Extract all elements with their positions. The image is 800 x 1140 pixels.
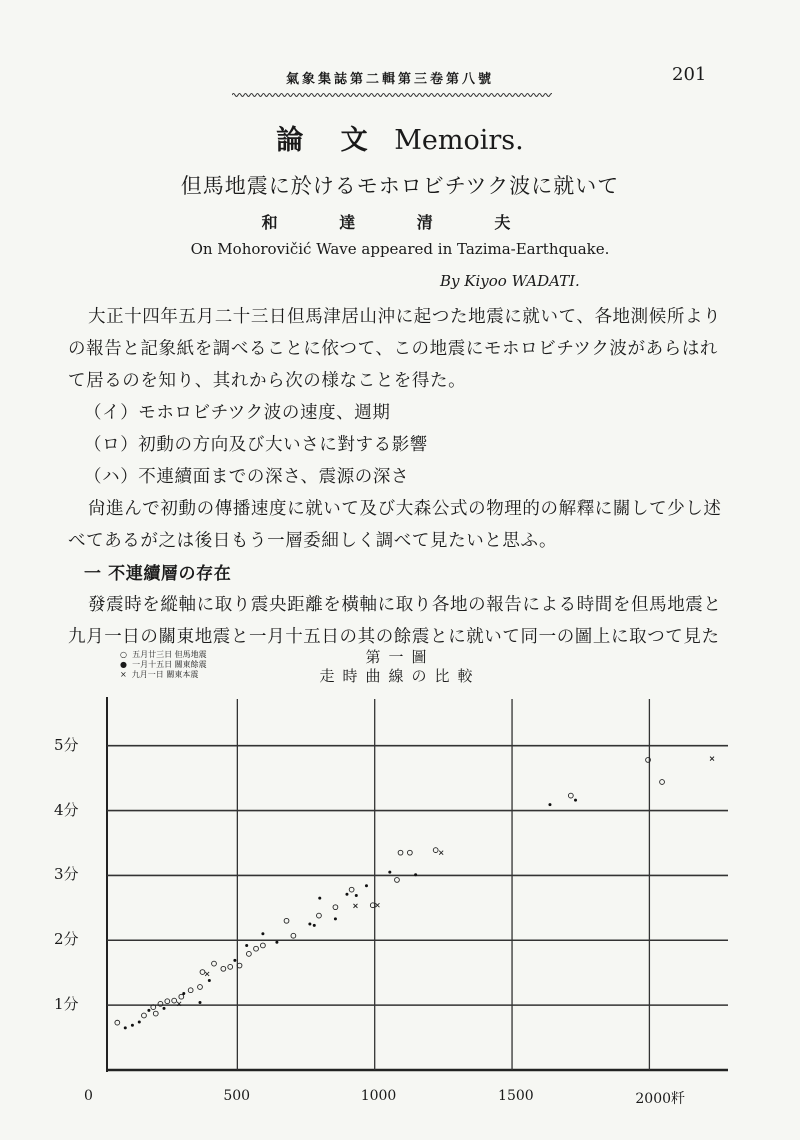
body-line: べてあるが之は後日もう一層委細しく調べて見たいと思ふ。: [68, 531, 558, 551]
data-point-open-circle: [260, 943, 265, 948]
data-point-filled-dot: [245, 944, 248, 947]
data-point-open-circle: [142, 1013, 147, 1018]
data-point-filled-dot: [124, 1026, 127, 1029]
data-point-filled-dot: [147, 1009, 150, 1012]
section-title-jp: 論 文: [276, 125, 382, 156]
data-point-filled-dot: [275, 941, 278, 944]
data-point-filled-dot: [198, 1001, 201, 1004]
data-point-open-circle: [212, 961, 217, 966]
data-point-filled-dot: [261, 932, 264, 935]
data-point-open-circle: [198, 985, 203, 990]
section-heading: 一 不連續層の存在: [84, 564, 232, 584]
x-tick-label: 2000粁: [635, 1091, 686, 1107]
data-point-filled-dot: [548, 803, 551, 806]
x-tick-label: 0: [84, 1088, 93, 1104]
data-point-cross: [205, 972, 209, 976]
x-tick-label: 1000: [360, 1088, 397, 1104]
body-line: の報告と記象紙を調べることに依つて、この地震にモホロビチツク波があらはれ: [68, 339, 719, 359]
data-point-open-circle: [398, 850, 403, 855]
data-point-filled-dot: [574, 799, 577, 802]
author-byline: By Kiyoo WADATI.: [440, 272, 580, 290]
data-point-filled-dot: [308, 923, 311, 926]
data-point-cross: [353, 904, 357, 908]
data-point-cross: [375, 903, 379, 907]
body-line: （ハ）不連續面までの深さ、震源の深さ: [84, 467, 410, 487]
y-tick-label: 1分: [54, 995, 79, 1014]
section-title-en: Memoirs.: [394, 125, 524, 156]
data-point-open-circle: [433, 848, 438, 853]
data-point-filled-dot: [334, 917, 337, 920]
data-point-filled-dot: [388, 871, 391, 874]
legend-item: ● 一月十五日 關東餘震: [120, 660, 207, 669]
author-name-jp: 和 達 清 夫: [261, 213, 539, 232]
y-tick-label: 5分: [54, 735, 79, 754]
data-point-open-circle: [200, 970, 205, 975]
data-point-filled-dot: [233, 959, 236, 962]
body-line: 發震時を縱軸に取り震央距離を橫軸に取り各地の報告による時間を但馬地震と: [88, 595, 722, 615]
body-line: 大正十四年五月二十三日但馬津居山沖に起つた地震に就いて、各地測候所より: [88, 307, 722, 327]
data-point-filled-dot: [163, 1007, 166, 1010]
data-point-filled-dot: [313, 924, 316, 927]
figure-caption: 走時曲線の比較: [319, 667, 481, 685]
y-tick-label: 3分: [54, 865, 79, 884]
data-point-filled-dot: [138, 1020, 141, 1023]
data-point-open-circle: [568, 793, 573, 798]
data-point-open-circle: [395, 878, 400, 883]
running-title: 氣象集誌第二輯第三卷第八號: [285, 72, 494, 87]
data-point-open-circle: [172, 998, 177, 1003]
body-line: 九月一日の關東地震と一月十五日の其の餘震とに就いて同一の圖上に取つて見た: [68, 627, 720, 647]
x-tick-label: 500: [223, 1088, 251, 1104]
data-point-open-circle: [284, 918, 289, 923]
x-tick-label: 1500: [498, 1088, 534, 1104]
data-point-cross: [439, 851, 443, 855]
data-point-cross: [710, 757, 714, 761]
figure-number: 第一圖: [365, 648, 435, 666]
y-tick-label: 2分: [54, 930, 79, 949]
body-line: て居るのを知り、其れから次の様なことを得た。: [68, 371, 467, 391]
data-point-open-circle: [333, 905, 338, 910]
page-number: 201: [672, 64, 707, 85]
data-point-open-circle: [221, 966, 226, 971]
data-point-open-circle: [254, 946, 259, 951]
data-point-open-circle: [407, 850, 412, 855]
data-point-filled-dot: [345, 893, 348, 896]
data-point-filled-dot: [365, 884, 368, 887]
data-point-open-circle: [246, 951, 251, 956]
data-point-open-circle: [165, 999, 170, 1004]
legend-item: × 九月一日 關東本震: [120, 670, 199, 679]
data-point-open-circle: [153, 1011, 158, 1016]
body-line: 尙進んで初動の傳播速度に就いて及び大森公式の物理的の解釋に關して少し述: [88, 499, 722, 519]
data-point-filled-dot: [208, 979, 211, 982]
paper-title-en: On Mohorovičić Wave appeared in Tazima-Earthquake.: [190, 240, 610, 258]
body-line: （イ）モホロビチツク波の速度、週期: [84, 403, 391, 423]
data-point-open-circle: [349, 887, 354, 892]
data-point-open-circle: [115, 1020, 120, 1025]
data-point-open-circle: [188, 988, 193, 993]
legend-item: ○ 五月廿三日 但馬地震: [120, 650, 207, 659]
data-point-filled-dot: [318, 897, 321, 900]
data-point-filled-dot: [182, 992, 185, 995]
data-point-open-circle: [291, 933, 296, 938]
data-point-open-circle: [179, 994, 184, 999]
data-point-filled-dot: [131, 1024, 134, 1027]
data-point-open-circle: [660, 780, 665, 785]
data-point-open-circle: [228, 964, 233, 969]
y-tick-label: 4分: [54, 800, 79, 819]
data-point-filled-dot: [355, 894, 358, 897]
data-point-open-circle: [317, 913, 322, 918]
body-line: （ロ）初動の方向及び大いさに對する影響: [84, 435, 428, 455]
paper-title-jp: 但馬地震に於けるモホロビチツク波に就いて: [180, 174, 620, 198]
data-point-filled-dot: [414, 873, 417, 876]
